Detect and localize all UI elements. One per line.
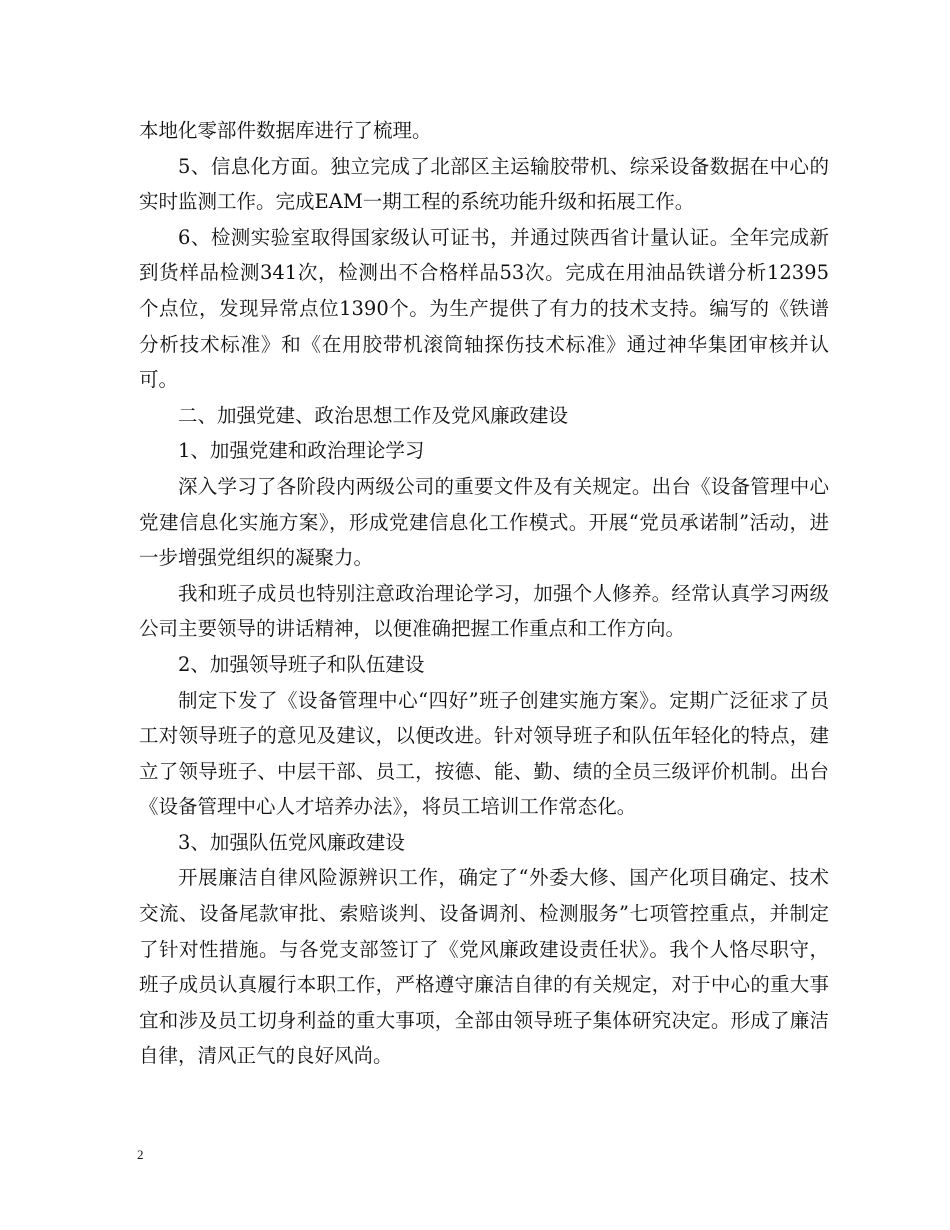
paragraph-1: 本地化零部件数据库进行了梳理。 (139, 119, 432, 142)
paragraph-3: 6、检测实验室取得国家级认可证书，并通过陕西省计量认证。全年完成新到货样品检测341次，检测出不合格样品53次。完成在用油品铁谱分析12395 个点位，发现异常点位1390个。为生产提供了有力的技术支持。编写的《铁谱分析技术标准》和《在用胶带机滚筒轴探伤技术标准》通过神华集团审核并认可。 (139, 225, 829, 392)
paragraph-2: 5、信息化方面。独立完成了北部区主运输胶带机、综采设备数据在中心的实时监测工作。完成EAM一期工程的系统功能升级和拓展工作。 (139, 154, 829, 214)
paragraph-5: 我和班子成员也特别注意政治理论学习，加强个人修养。经常认真学习两级公司主要领导的讲话精神，以便准确把握工作重点和工作方向。 (139, 581, 829, 641)
subheading-2: 2、加强领导班子和队伍建设 (178, 652, 425, 676)
paragraph-4: 深入学习了各阶段内两级公司的重要文件及有关规定。出台《设备管理中心党建信息化实施方案》，形成党建信息化工作模式。开展“党员承诺制”活动，进一步增强党组织的凝聚力。 (139, 474, 829, 570)
subheading-1: 1、加强党建和政治理论学习 (178, 439, 425, 463)
paragraph-6: 制定下发了《设备管理中心“四好”班子创建实施方案》。定期广泛征求了员工对领导班子的意见及建议，以便改进。针对领导班子和队伍年轻化的特点，建立了领导班子、中层干部、员工，按德、能、勤、绩的全员三级评价机制。出台《设备管理中心人才培养办法》，将员工培训工作常态化。 (139, 688, 829, 819)
subheading-3: 3、加强队伍党风廉政建设 (178, 830, 405, 854)
document-body (139, 113, 829, 1074)
paragraph-7: 开展廉洁自律风险源辨识工作，确定了“外委大修、国产化项目确定、技术交流、设备尾款审批、索赔谈判、设备调剂、检测服务”七项管控重点，并制定了针对性措施。与各党支部签订了《党风廉政建设责任状》。我个人恪尽职守，班子成员认真履行本职工作，严格遵守廉洁自律的有关规定，对于中心的重大事宜和涉及员工切身利益的重大事项，全部由领导班子集体研究决定。形成了廉洁自律，清风正气的良好风尚。 (139, 866, 829, 1068)
section-heading-2: 二、加强党建、政治思想工作及党风廉政建设 (178, 403, 569, 427)
page-number: 2 (137, 1147, 144, 1162)
